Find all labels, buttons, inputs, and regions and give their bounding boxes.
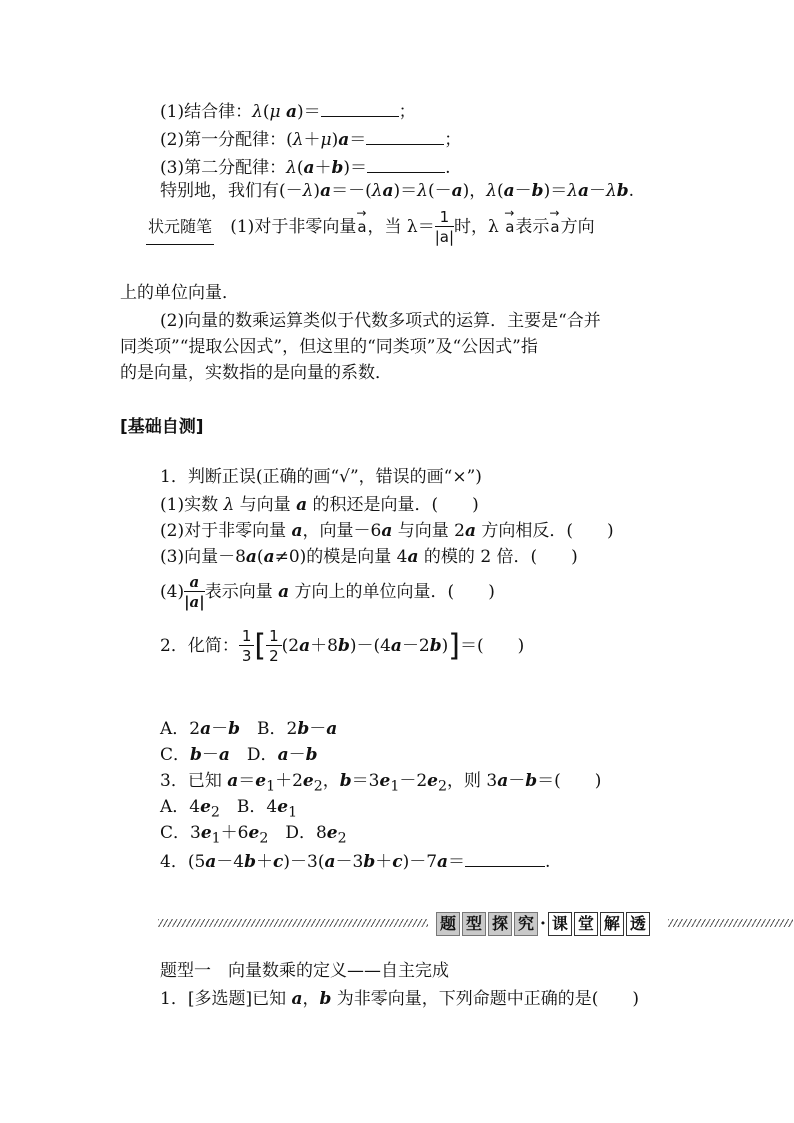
note-line-4: 同类项”“提取公因式”，但这里的“同类项”及“公因式”指 — [120, 337, 538, 357]
note-line-2: 上的单位向量． — [120, 283, 239, 303]
q3-options-cd: C．$3e_1+6e_2$ D．$8e_2$ — [160, 823, 347, 847]
q4-stem: 4．(5a－4b＋c)－3(a－3b＋c)－7a＝ . — [160, 852, 551, 872]
answer-blank[interactable] — [465, 850, 545, 867]
law-distributive-1: (2)第一分配律：(λ＋μ)a＝ ； — [160, 130, 462, 150]
answer-blank[interactable] — [367, 156, 445, 173]
q1-stem: 1．判断正误(正确的画“√”，错误的画“×”) — [160, 467, 482, 487]
law-distributive-2: (3)第二分配律：λ(a＋b)＝ . — [160, 158, 451, 178]
answer-blank[interactable] — [321, 100, 399, 117]
q1-item-2: (2)对于非零向量 a，向量－6a 与向量 2a 方向相反．( ) — [160, 521, 614, 541]
q1-item-3: (3)向量－8a(a≠0)的模是向量 4a 的模的 2 倍．( ) — [160, 547, 578, 567]
note-line-5: 的是向量，实数指的是向量的系数． — [120, 363, 392, 383]
note-line-3: (2)向量的数乘运算类似于代数多项式的运算．主要是“合并 — [160, 311, 601, 331]
q3-options-ab: A．$4e_2$ B．$4e_1$ — [160, 797, 298, 821]
answer-blank[interactable] — [366, 128, 444, 145]
law-special: 特别地，我们有(－λ)a＝－(λa)＝λ(－a)，λ(a－b)＝λa－λb. — [160, 181, 635, 201]
q2-stem: 2．化简： $\frac{1}{3}$ [ $\frac{1}{2}$ (2a＋8b)－(4a－2b)]＝( ) — [160, 627, 525, 665]
law-associative: (1)结合律：λ(μ a)＝ ； — [160, 102, 416, 122]
note-tag: 状元随笔 — [146, 210, 214, 245]
section-banner: 题 型 探 究 · 课 堂 解 透 — [158, 910, 663, 938]
q3-stem: 3．已知 $a=e_1+2e_2$，$b=3e_1-2e_2$，则 3a－b＝( ) — [160, 771, 602, 795]
q1-item-4: (4) $\frac{a}{|a|}$ 表示向量 a 方向上的单位向量．( ) — [160, 573, 495, 611]
section-title: [基础自测] — [120, 417, 204, 437]
q2-options-ab: A．2a－b B．2b－a — [160, 719, 338, 739]
q5-stem: 1．[多选题]已知 a，b 为非零向量，下列命题中正确的是( ) — [160, 989, 640, 1009]
topic-title: 题型一 向量数乘的定义——自主完成 — [160, 961, 449, 981]
q2-options-cd: C．b－a D．a－b — [160, 745, 318, 765]
fraction: $\frac{1}{|a|}$ — [434, 208, 455, 246]
q1-item-1: (1)实数 λ 与向量 a 的积还是向量．( ) — [160, 495, 479, 515]
note-line-1: 状元随笔 (1)对于非零向量→ a，当 λ＝ $\frac{1}{|a|}$ 时，λ → a表示→ a方向 — [146, 208, 595, 247]
